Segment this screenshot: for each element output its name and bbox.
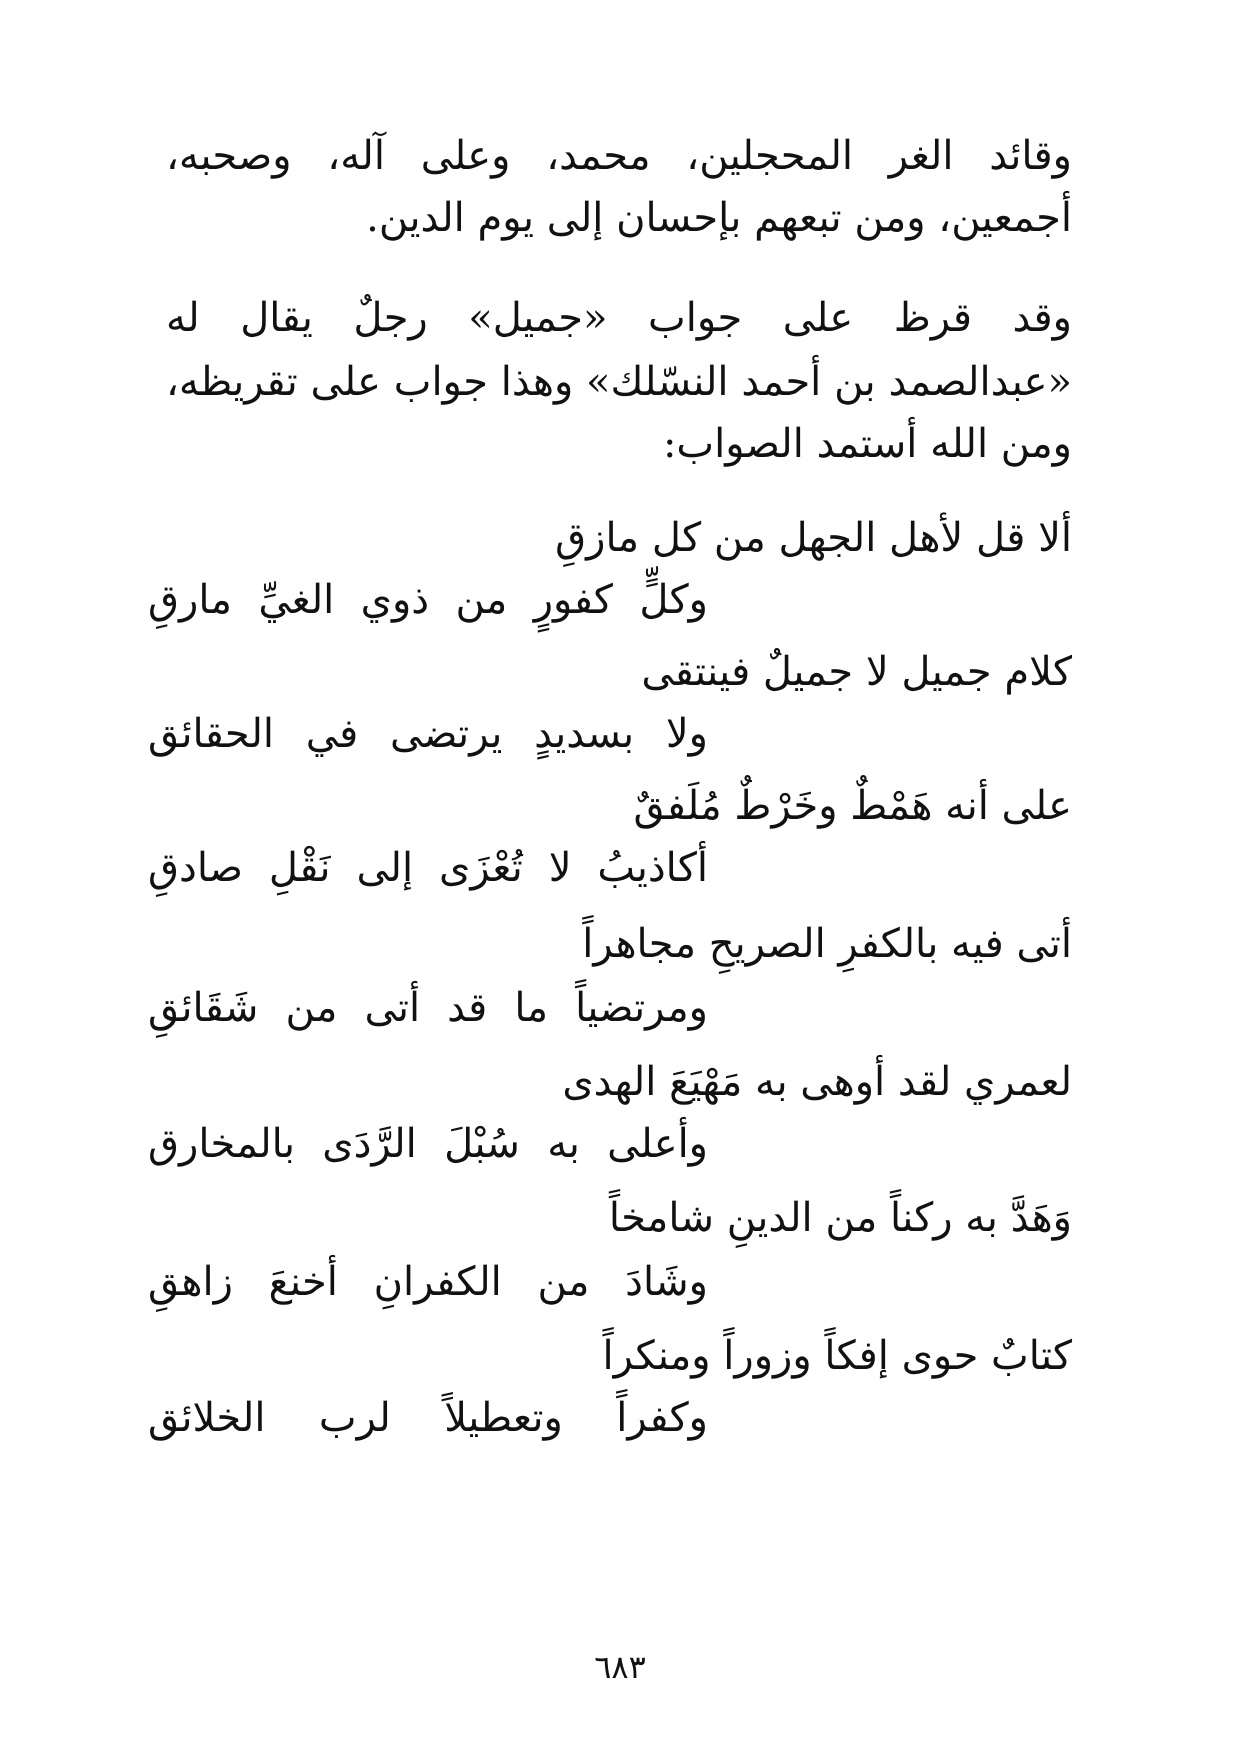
poem-verse-1-ajz: وكلٍّ كفورٍ من ذوي الغيِّ مارقِ (148, 577, 708, 623)
intro-line-2: أجمعين، ومن تبعهم بإحسان إلى يوم الدين. (366, 195, 1072, 241)
poem-verse-3-ajz: أكاذيبُ لا تُعْزَى إلى نَقْلِ صادقِ (148, 845, 708, 891)
poem-verse-5-sadr: لعمري لقد أوهى به مَهْيَعَ الهدى (562, 1059, 1072, 1105)
poem-verse-2-sadr: كلام جميل لا جميلٌ فينتقى (641, 649, 1072, 695)
poem-verse-6-sadr: وَهَدَّ به ركناً من الدينِ شامخاً (608, 1195, 1072, 1241)
poem-verse-4-sadr: أتى فيه بالكفرِ الصريحِ مجاهراً (582, 921, 1072, 967)
poem-verse-1-sadr: ألا قل لأهل الجهل من كل مازقِ (555, 515, 1072, 561)
paragraph-line-3: ومن الله أستمد الصواب: (662, 421, 1072, 467)
poem-verse-6-ajz: وشَادَ من الكفرانِ أخنعَ زاهقِ (148, 1259, 708, 1305)
poem-verse-7-ajz: وكفراً وتعطيلاً لرب الخلائق (148, 1395, 708, 1441)
poem-verse-3-sadr: على أنه هَمْطٌ وخَرْطٌ مُلَفقٌ (633, 783, 1072, 829)
paragraph-line-2: «عبدالصمد بن أحمد النسّلك» وهذا جواب على تقريظه، (166, 359, 1072, 405)
poem-verse-4-ajz: ومرتضياً ما قد أتى من شَقَائقِ (148, 985, 708, 1031)
intro-line-1: وقائد الغر المحجلين، محمد، وعلى آله، وصحبه، (166, 133, 1072, 179)
paragraph-line-1: وقد قرظ على جواب «جميل» رجلٌ يقال له (166, 295, 1072, 341)
page-number: ٦٨٣ (594, 1648, 646, 1686)
poem-verse-2-ajz: ولا بسديدٍ يرتضى في الحقائق (148, 711, 708, 757)
poem-verse-5-ajz: وأعلى به سُبْلَ الرَّدَى بالمخارق (148, 1121, 708, 1167)
poem-verse-7-sadr: كتابٌ حوى إفكاً وزوراً ومنكراً (602, 1333, 1072, 1379)
